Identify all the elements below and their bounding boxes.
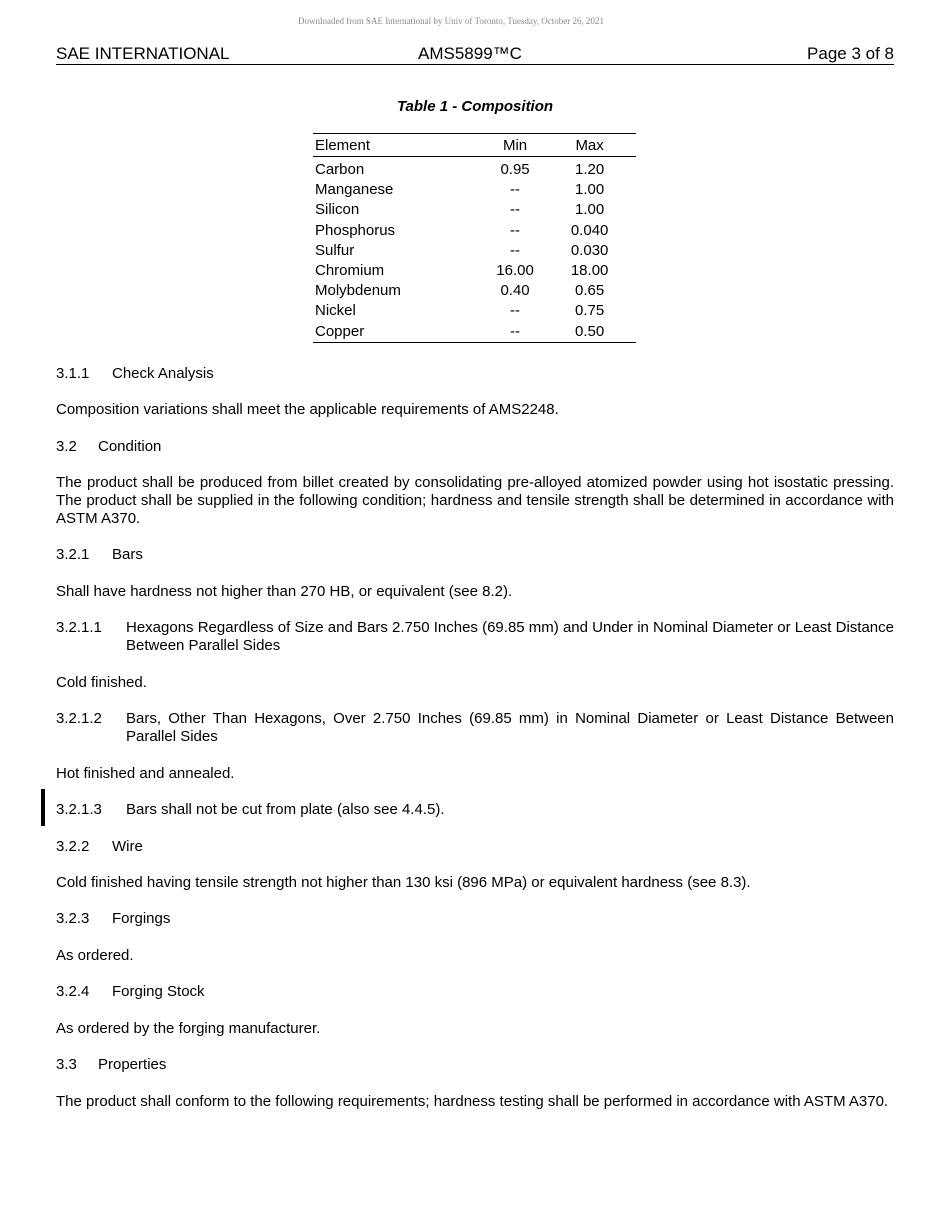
section-title: Forging Stock <box>112 983 205 1000</box>
column-header-element: Element <box>313 134 481 157</box>
table-caption: Table 1 - Composition <box>396 98 554 115</box>
section-heading-3-2-1-3 <box>56 801 894 819</box>
section-number: 3.2.1.1 <box>56 619 102 636</box>
cell-element: Phosphorus <box>315 221 396 239</box>
paragraph-wire: Cold finished having tensile strength not higher than 130 ksi (896 MPa) or equivalent hardness (see 8.3). <box>56 874 751 891</box>
cell-min: -- <box>481 322 549 343</box>
section-number: 3.2.1.2 <box>56 710 102 727</box>
cell-element: Sulfur <box>315 241 355 259</box>
cell-min: 16.00 <box>496 262 534 280</box>
section-heading-3-3 <box>56 1056 894 1074</box>
download-watermark: Downloaded from SAE International by Univ of Toronto, Tuesday, October 26, 2021 <box>297 16 605 26</box>
cell-element: Molybdenum <box>315 282 401 300</box>
cell-max: 0.040 <box>570 221 609 239</box>
cell-max: 0.65 <box>575 282 605 300</box>
column-header-min: Min <box>481 134 549 157</box>
paragraph-forgings: As ordered. <box>56 947 134 964</box>
table-row <box>313 261 636 281</box>
section-title: Forgings <box>112 910 171 927</box>
section-title: Check Analysis <box>112 365 214 382</box>
cell-min: -- <box>510 302 521 320</box>
column-header-max: Max <box>549 134 636 157</box>
section-title: Properties <box>98 1056 167 1073</box>
section-number: 3.2.1.3 <box>56 801 102 818</box>
composition-table <box>313 133 636 343</box>
section-number: 3.1.1 <box>56 365 90 382</box>
table-row <box>313 221 636 241</box>
paragraph-hot-finished: Hot finished and annealed. <box>56 765 235 782</box>
cell-max: 1.00 <box>575 201 605 219</box>
section-title: Hexagons Regardless of Size and Bars 2.750 Inches (69.85 mm) and Under in Nominal Diameter or Least Distance Between Parallel Sides <box>126 619 894 654</box>
cell-element: Chromium <box>315 262 385 280</box>
section-number: 3.2 <box>56 438 77 455</box>
cell-element: Nickel <box>315 302 356 320</box>
section-heading-3-2-1-1 <box>56 619 894 655</box>
section-title: Condition <box>98 438 162 455</box>
section-heading-3-2-3 <box>56 910 894 928</box>
cell-min: -- <box>510 201 521 219</box>
cell-max: 0.50 <box>549 322 636 343</box>
section-title: Bars shall not be cut from plate (also see 4.4.5). <box>126 801 445 818</box>
section-number: 3.2.1 <box>56 546 90 563</box>
section-title: Bars, Other Than Hexagons, Over 2.750 Inches (69.85 mm) in Nominal Diameter or Least Distance Between Parallel Sides <box>126 710 894 745</box>
table-row <box>313 241 636 261</box>
cell-min: -- <box>510 221 521 239</box>
paragraph-condition: The product shall be produced from billet created by consolidating pre-alloyed atomized powder using hot isostatic pressing. The product shall be supplied in the following condition; hardness and tensile strength shall be determined in accordance with ASTM A370. <box>56 474 894 527</box>
cell-max: 1.00 <box>575 181 605 199</box>
section-title: Wire <box>112 838 143 855</box>
paragraph-forging-stock: As ordered by the forging manufacturer. <box>56 1020 321 1037</box>
cell-max: 0.030 <box>570 241 609 259</box>
table-row <box>313 200 636 220</box>
cell-max: 18.00 <box>570 262 609 280</box>
section-heading-3-2-4 <box>56 983 894 1001</box>
paragraph-cold-finished: Cold finished. <box>56 674 147 691</box>
paragraph-properties: The product shall conform to the following requirements; hardness testing shall be performed in accordance with ASTM A370. <box>56 1093 889 1110</box>
section-title: Bars <box>112 546 143 563</box>
section-heading-3-1-1 <box>56 365 894 383</box>
table-row <box>313 157 636 181</box>
cell-element: Manganese <box>315 181 394 199</box>
table-row <box>313 301 636 321</box>
paragraph-check-analysis: Composition variations shall meet the applicable requirements of AMS2248. <box>56 401 559 418</box>
header-page-number: Page 3 of 8 <box>807 44 894 63</box>
header-doc-id: AMS5899™C <box>418 44 522 63</box>
header-org: SAE INTERNATIONAL <box>56 44 230 63</box>
cell-element: Silicon <box>315 201 360 219</box>
table-row <box>313 322 636 343</box>
section-heading-3-2 <box>56 438 894 456</box>
table-header-row <box>313 134 636 157</box>
section-heading-3-2-2 <box>56 838 894 856</box>
cell-min: 0.95 <box>500 161 530 179</box>
cell-element: Carbon <box>315 161 365 179</box>
page-header <box>56 44 894 65</box>
cell-min: 0.40 <box>500 282 530 300</box>
cell-max: 1.20 <box>575 161 605 179</box>
cell-element: Copper <box>313 322 481 343</box>
table-row <box>313 180 636 200</box>
cell-min: -- <box>510 181 521 199</box>
cell-min: -- <box>510 241 521 259</box>
revision-change-bar <box>41 789 45 826</box>
section-number: 3.3 <box>56 1056 77 1073</box>
section-number: 3.2.2 <box>56 838 90 855</box>
cell-max: 0.75 <box>575 302 605 320</box>
section-number: 3.2.3 <box>56 910 90 927</box>
section-heading-3-2-1-2 <box>56 710 894 746</box>
paragraph-bars: Shall have hardness not higher than 270 HB, or equivalent (see 8.2). <box>56 583 513 600</box>
section-number: 3.2.4 <box>56 983 90 1000</box>
section-heading-3-2-1 <box>56 546 894 564</box>
table-row <box>313 281 636 301</box>
